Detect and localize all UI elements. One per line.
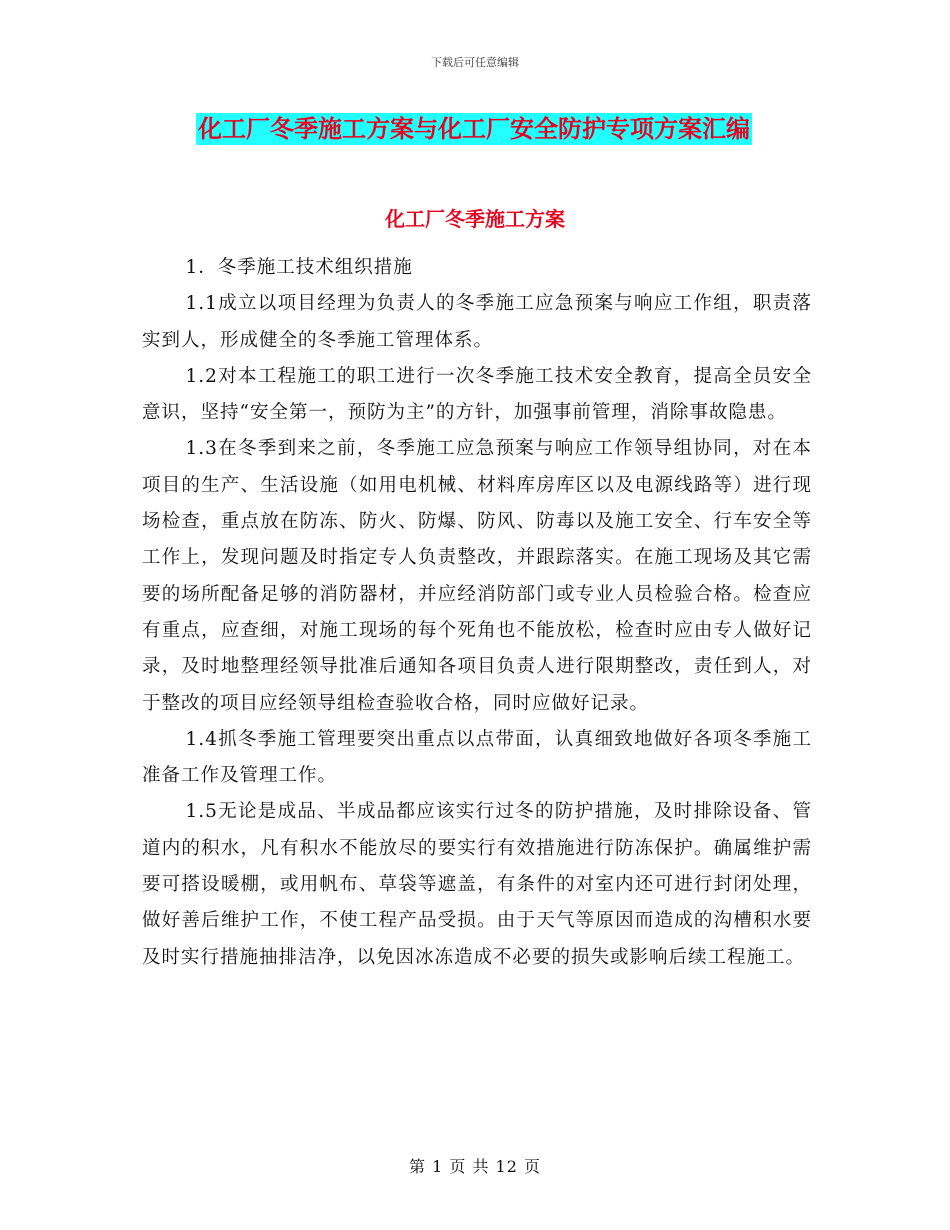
paragraph-1-3: 1.3在冬季到来之前，冬季施工应急预案与响应工作领导组协同，对在本项目的生产、生活设施（如用电机械、材料库房库区以及电源线路等）进行现场检查，重点放在防冻、防火、防爆、防风、防毒以及施工安全、行车安全等工作上，发现问题及时指定专人负责整改，并跟踪落实。在施工现场及其它需要的场所配备足够的消防器材，并应经消防部门或专业人员检验合格。检查应有重点，应查细，对施工现场的每个死角也不能放松，检查时应由专人做好记录，及时地整理经领导批准后通知各项目负责人进行限期整改，责任到人，对于整改的项目应经领导组检查验收合格，同时应做好记录。 xyxy=(142,438,812,714)
paragraph-1-5: 1.5无论是成品、半成品都应该实行过冬的防护措施，及时排除设备、管道内的积水，凡有积水不能放尽的要实行有效措施进行防冻保护。确属维护需要可搭设暖棚，或用帆布、草袋等遮盖，有条件的对室内还可进行封闭处理，做好善后维护工作，不使工程产品受损。由于天气等原因而造成的沟槽积水要及时实行措施抽排洁净，以免因冰冻造成不必要的损失或影响后续工程施工。 xyxy=(142,801,812,968)
header-note: 下载后可任意编辑 xyxy=(431,56,519,69)
document-body xyxy=(142,250,812,976)
paragraph-heading-1: 1．冬季施工技术组织措施 xyxy=(185,257,413,278)
page-number-footer: 第 1 页 共 12 页 xyxy=(409,1157,541,1176)
paragraph-1-4: 1.4抓冬季施工管理要突出重点以点带面，认真细致地做好各项冬季施工准备工作及管理工作。 xyxy=(142,728,812,787)
section-title: 化工厂冬季施工方案 xyxy=(385,207,565,231)
paragraph-1-1: 1.1成立以项目经理为负责人的冬季施工应急预案与响应工作组，职责落实到人，形成健全的冬季施工管理体系。 xyxy=(142,293,812,351)
paragraph-1-2: 1.2对本工程施工的职工进行一次冬季施工技术安全教育，提高全员安全意识，坚持“安全第一，预防为主”的方针，加强事前管理，消除事故隐患。 xyxy=(142,365,812,424)
document-title: 化工厂冬季施工方案与化工厂安全防护专项方案汇编 xyxy=(198,115,750,143)
